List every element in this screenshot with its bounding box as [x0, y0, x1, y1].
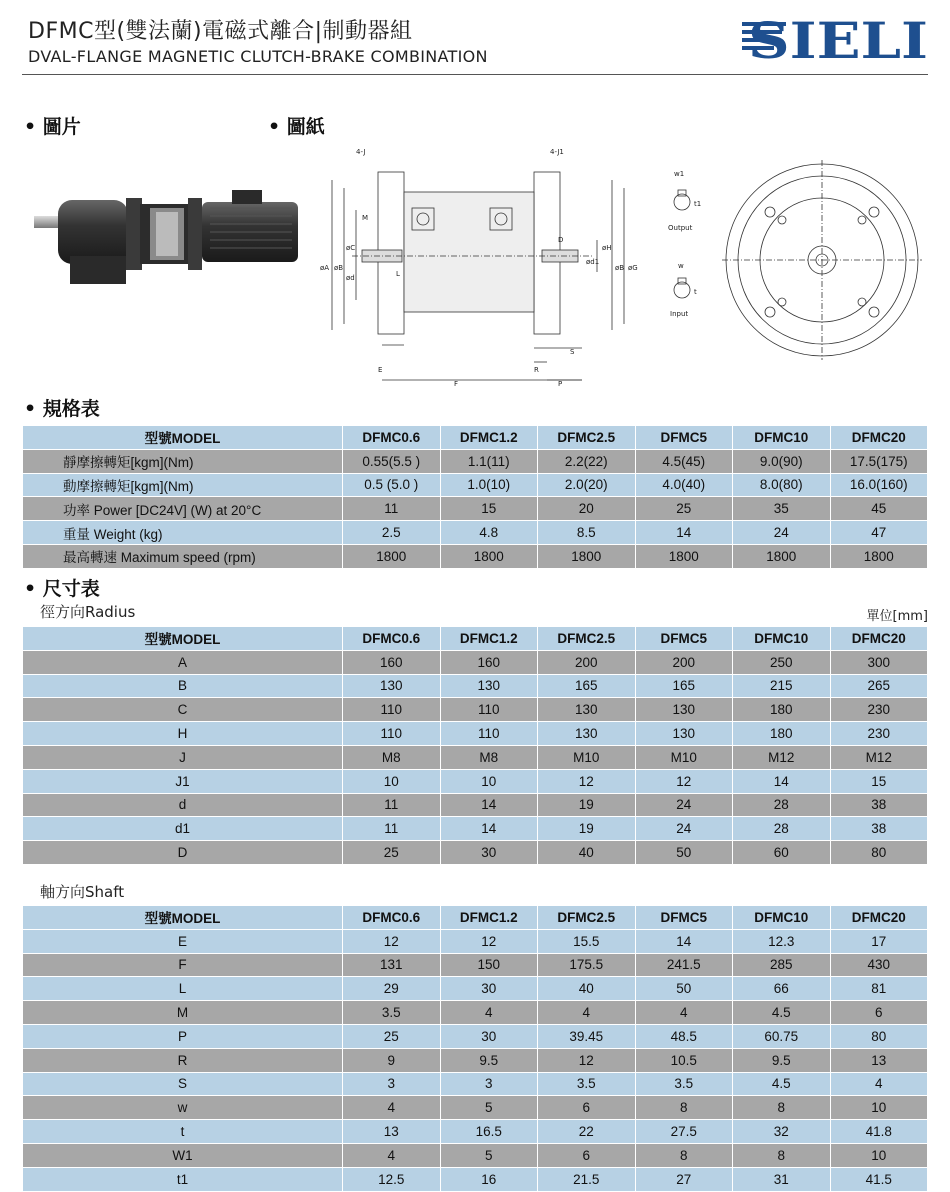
table-cell: M10 — [635, 745, 733, 769]
table-cell: 16.5 — [440, 1120, 538, 1144]
table-cell: 2.2(22) — [538, 449, 636, 473]
column-header: DFMC2.5 — [538, 426, 636, 450]
table-cell: 0.5 (5.0 ) — [343, 473, 441, 497]
table-header — [23, 627, 928, 651]
table-cell: 300 — [830, 650, 928, 674]
table-cell: 50 — [635, 841, 733, 865]
table-cell: 12 — [343, 929, 441, 953]
table-row — [23, 650, 928, 674]
column-header: DFMC10 — [733, 426, 831, 450]
table-cell: 9.0(90) — [733, 449, 831, 473]
table-row — [23, 841, 928, 865]
row-label: 重量 Weight (kg) — [23, 521, 343, 545]
table-cell: 50 — [635, 977, 733, 1001]
table-cell: 2.0(20) — [538, 473, 636, 497]
row-label: B — [23, 674, 343, 698]
table-cell: 15 — [830, 769, 928, 793]
table-cell: 6 — [538, 1143, 636, 1167]
table-cell: 5 — [440, 1096, 538, 1120]
table-cell: 110 — [440, 698, 538, 722]
label-w: w — [678, 262, 684, 270]
table-cell: 110 — [343, 698, 441, 722]
column-header: DFMC20 — [830, 627, 928, 651]
table-cell: 200 — [635, 650, 733, 674]
table-cell: 5 — [440, 1143, 538, 1167]
radius-subtitle: 徑方向Radius — [40, 603, 136, 621]
row-label: E — [23, 929, 343, 953]
table-cell: 9.5 — [733, 1048, 831, 1072]
table-cell: 265 — [830, 674, 928, 698]
table-cell: 1.0(10) — [440, 473, 538, 497]
table-cell: 160 — [440, 650, 538, 674]
table-row — [23, 1001, 928, 1025]
section-drawing-title: • 圖紙 — [268, 116, 325, 138]
table-cell: 12.3 — [733, 929, 831, 953]
table-cell: 30 — [440, 977, 538, 1001]
table-cell: 2.5 — [343, 521, 441, 545]
column-header: DFMC2.5 — [538, 627, 636, 651]
table-cell: 47 — [830, 521, 928, 545]
table-cell: 230 — [830, 698, 928, 722]
column-header: 型號MODEL — [23, 906, 343, 930]
table-row — [23, 449, 928, 473]
column-header: DFMC0.6 — [343, 906, 441, 930]
table-cell: 4.5 — [733, 1072, 831, 1096]
row-label: d1 — [23, 817, 343, 841]
table-cell: 250 — [733, 650, 831, 674]
row-label: 功率 Power [DC24V] (W) at 20°C — [23, 497, 343, 521]
table-cell: 12 — [440, 929, 538, 953]
table-cell: 1800 — [733, 544, 831, 568]
table-row — [23, 521, 928, 545]
row-label: L — [23, 977, 343, 1001]
label-m: M — [362, 214, 369, 222]
logo-text: SIELI — [748, 11, 928, 66]
table-cell: 241.5 — [635, 953, 733, 977]
table-cell: 8 — [635, 1096, 733, 1120]
table-cell: 14 — [440, 793, 538, 817]
table-cell: 12.5 — [343, 1167, 441, 1191]
table-cell: 28 — [733, 793, 831, 817]
title-english: DVAL-FLANGE MAGNETIC CLUTCH-BRAKE COMBINATION — [28, 47, 488, 66]
table-cell: 28 — [733, 817, 831, 841]
table-cell: 1800 — [635, 544, 733, 568]
table-cell: 41.8 — [830, 1120, 928, 1144]
table-cell: 130 — [635, 722, 733, 746]
column-header: DFMC1.2 — [440, 906, 538, 930]
table-cell: 3 — [440, 1072, 538, 1096]
table-cell: 11 — [343, 817, 441, 841]
table-cell: 14 — [635, 929, 733, 953]
table-cell: 22 — [538, 1120, 636, 1144]
table-cell: 17.5(175) — [830, 449, 928, 473]
column-header: DFMC20 — [830, 906, 928, 930]
table-cell: 430 — [830, 953, 928, 977]
column-header: 型號MODEL — [23, 426, 343, 450]
table-cell: 10 — [343, 769, 441, 793]
table-cell: 60.75 — [733, 1024, 831, 1048]
table-row — [23, 497, 928, 521]
row-label: A — [23, 650, 343, 674]
table-cell: 10 — [440, 769, 538, 793]
table-cell: M12 — [830, 745, 928, 769]
label-l: L — [396, 270, 400, 278]
table-row — [23, 953, 928, 977]
table-cell: 3.5 — [538, 1072, 636, 1096]
label-e: E — [378, 366, 383, 374]
label-t1: t1 — [694, 200, 702, 208]
table-cell: 4.5(45) — [635, 449, 733, 473]
table-row — [23, 722, 928, 746]
column-header: DFMC5 — [635, 627, 733, 651]
label-w1: w1 — [674, 170, 685, 178]
row-label: J1 — [23, 769, 343, 793]
table-cell: 165 — [635, 674, 733, 698]
table-row — [23, 977, 928, 1001]
column-header: DFMC10 — [733, 627, 831, 651]
table-cell: 16.0(160) — [830, 473, 928, 497]
table-cell: 4 — [440, 1001, 538, 1025]
section-photo-title: • 圖片 — [24, 116, 81, 138]
title-chinese: DFMC型(雙法蘭)電磁式離合|制動器組 — [28, 19, 413, 44]
table-cell: 24 — [635, 793, 733, 817]
table-row — [23, 1120, 928, 1144]
table-cell: 4.5 — [733, 1001, 831, 1025]
unit-label: 單位[mm] — [866, 609, 928, 624]
table-cell: 9.5 — [440, 1048, 538, 1072]
table-cell: 45 — [830, 497, 928, 521]
row-label: w — [23, 1096, 343, 1120]
table-cell: 6 — [538, 1096, 636, 1120]
column-header: DFMC2.5 — [538, 906, 636, 930]
row-label: d — [23, 793, 343, 817]
table-cell: 4.0(40) — [635, 473, 733, 497]
table-row — [23, 817, 928, 841]
table-cell: 81 — [830, 977, 928, 1001]
table-cell: 130 — [343, 674, 441, 698]
table-cell: 14 — [733, 769, 831, 793]
table-cell: 130 — [635, 698, 733, 722]
table-cell: 66 — [733, 977, 831, 1001]
header-divider — [22, 74, 928, 75]
table-cell: 285 — [733, 953, 831, 977]
table-cell: 10 — [830, 1143, 928, 1167]
table-header — [23, 426, 928, 450]
table-cell: 12 — [538, 1048, 636, 1072]
table-row — [23, 769, 928, 793]
table-cell: 48.5 — [635, 1024, 733, 1048]
table-cell: 15.5 — [538, 929, 636, 953]
table-cell: 130 — [440, 674, 538, 698]
label-4-j: 4-J — [356, 148, 366, 156]
table-cell: 12 — [635, 769, 733, 793]
table-cell: 110 — [343, 722, 441, 746]
table-cell: 19 — [538, 817, 636, 841]
table-cell: 1800 — [830, 544, 928, 568]
column-header: DFMC10 — [733, 906, 831, 930]
row-label: D — [23, 841, 343, 865]
table-row — [23, 1167, 928, 1191]
table-cell: 25 — [635, 497, 733, 521]
table-cell: 1800 — [343, 544, 441, 568]
label-oa: øA — [320, 264, 330, 272]
table-cell: 180 — [733, 722, 831, 746]
label-oh: øH — [602, 244, 612, 252]
table-cell: 40 — [538, 841, 636, 865]
table-cell: 27.5 — [635, 1120, 733, 1144]
table-cell: 4 — [830, 1072, 928, 1096]
table-cell: 13 — [830, 1048, 928, 1072]
table-cell: 8.0(80) — [733, 473, 831, 497]
table-cell: 24 — [733, 521, 831, 545]
table-cell: 80 — [830, 1024, 928, 1048]
page-header — [28, 14, 488, 66]
row-label: S — [23, 1072, 343, 1096]
table-cell: 12 — [538, 769, 636, 793]
table-cell: M8 — [440, 745, 538, 769]
table-cell: 1800 — [538, 544, 636, 568]
table-cell: 29 — [343, 977, 441, 1001]
table-cell: 19 — [538, 793, 636, 817]
label-ob: øB — [334, 264, 344, 272]
table-row — [23, 1072, 928, 1096]
table-cell: 4 — [635, 1001, 733, 1025]
table-cell: 39.45 — [538, 1024, 636, 1048]
column-header: DFMC20 — [830, 426, 928, 450]
row-label: R — [23, 1048, 343, 1072]
table-cell: 4 — [538, 1001, 636, 1025]
shaft-subtitle: 軸方向Shaft — [40, 883, 125, 901]
radius-table — [22, 626, 928, 865]
table-cell: M12 — [733, 745, 831, 769]
table-row — [23, 674, 928, 698]
row-label: 動摩擦轉矩[kgm](Nm) — [23, 473, 343, 497]
table-cell: 30 — [440, 1024, 538, 1048]
table-cell: 20 — [538, 497, 636, 521]
table-header — [23, 906, 928, 930]
row-label: t1 — [23, 1167, 343, 1191]
table-cell: 4.8 — [440, 521, 538, 545]
table-cell: 10 — [830, 1096, 928, 1120]
table-cell: 27 — [635, 1167, 733, 1191]
table-cell: 3.5 — [343, 1001, 441, 1025]
table-cell: 31 — [733, 1167, 831, 1191]
label-t: t — [694, 288, 697, 296]
column-header: DFMC0.6 — [343, 627, 441, 651]
table-row — [23, 544, 928, 568]
row-label: t — [23, 1120, 343, 1144]
label-d: D — [558, 236, 564, 244]
row-label: P — [23, 1024, 343, 1048]
table-cell: 11 — [343, 497, 441, 521]
table-cell: 175.5 — [538, 953, 636, 977]
table-cell: 60 — [733, 841, 831, 865]
table-cell: 38 — [830, 793, 928, 817]
table-cell: 110 — [440, 722, 538, 746]
table-cell: 8.5 — [538, 521, 636, 545]
section-spec-title: • 規格表 — [24, 398, 100, 420]
table-cell: M8 — [343, 745, 441, 769]
table-cell: 8 — [635, 1143, 733, 1167]
table-cell: 38 — [830, 817, 928, 841]
column-header: DFMC0.6 — [343, 426, 441, 450]
label-s: S — [570, 348, 575, 356]
table-cell: M10 — [538, 745, 636, 769]
table-cell: 11 — [343, 793, 441, 817]
table-cell: 1800 — [440, 544, 538, 568]
label-ob2: øB — [615, 264, 625, 272]
label-f: F — [454, 380, 459, 388]
table-cell: 4 — [343, 1143, 441, 1167]
column-header: 型號MODEL — [23, 627, 343, 651]
row-label: 靜摩擦轉矩[kgm](Nm) — [23, 449, 343, 473]
table-cell: 14 — [635, 521, 733, 545]
label-od: ød — [346, 274, 355, 282]
table-cell: 8 — [733, 1096, 831, 1120]
table-row — [23, 1048, 928, 1072]
table-cell: 30 — [440, 841, 538, 865]
table-cell: 6 — [830, 1001, 928, 1025]
table-row — [23, 745, 928, 769]
table-cell: 16 — [440, 1167, 538, 1191]
sieli-logo — [740, 10, 930, 66]
table-row — [23, 793, 928, 817]
shaft-table — [22, 905, 928, 1192]
table-cell: 160 — [343, 650, 441, 674]
table-cell: 0.55(5.5 ) — [343, 449, 441, 473]
label-4-j1: 4-J1 — [550, 148, 564, 156]
table-cell: 215 — [733, 674, 831, 698]
table-cell: 200 — [538, 650, 636, 674]
row-label: 最高轉速 Maximum speed (rpm) — [23, 544, 343, 568]
table-cell: 41.5 — [830, 1167, 928, 1191]
column-header: DFMC1.2 — [440, 627, 538, 651]
table-cell: 40 — [538, 977, 636, 1001]
table-row — [23, 473, 928, 497]
label-og: øG — [628, 264, 638, 272]
table-cell: 3.5 — [635, 1072, 733, 1096]
column-header: DFMC5 — [635, 426, 733, 450]
table-cell: 21.5 — [538, 1167, 636, 1191]
table-cell: 25 — [343, 1024, 441, 1048]
table-cell: 165 — [538, 674, 636, 698]
section-dims-title: • 尺寸表 — [24, 578, 100, 600]
dimension-drawing — [312, 140, 934, 400]
table-cell: 3 — [343, 1072, 441, 1096]
label-output: Output — [668, 224, 693, 232]
label-oc: øC — [346, 244, 356, 252]
column-header: DFMC5 — [635, 906, 733, 930]
gearmotor-photo — [30, 178, 305, 293]
row-label: M — [23, 1001, 343, 1025]
table-cell: 130 — [538, 722, 636, 746]
table-row — [23, 929, 928, 953]
table-cell: 131 — [343, 953, 441, 977]
label-od1: ød1 — [586, 258, 600, 266]
row-label: C — [23, 698, 343, 722]
table-cell: 9 — [343, 1048, 441, 1072]
table-cell: 35 — [733, 497, 831, 521]
table-cell: 4 — [343, 1096, 441, 1120]
row-label: F — [23, 953, 343, 977]
table-row — [23, 1024, 928, 1048]
label-input: Input — [670, 310, 689, 318]
table-cell: 1.1(11) — [440, 449, 538, 473]
table-cell: 10.5 — [635, 1048, 733, 1072]
label-r: R — [534, 366, 539, 374]
table-cell: 17 — [830, 929, 928, 953]
table-cell: 25 — [343, 841, 441, 865]
table-cell: 80 — [830, 841, 928, 865]
label-p: P — [558, 380, 563, 388]
spec-table — [22, 425, 928, 569]
table-row — [23, 1143, 928, 1167]
row-label: J — [23, 745, 343, 769]
table-cell: 150 — [440, 953, 538, 977]
row-label: W1 — [23, 1143, 343, 1167]
table-cell: 130 — [538, 698, 636, 722]
table-cell: 180 — [733, 698, 831, 722]
table-cell: 15 — [440, 497, 538, 521]
table-cell: 230 — [830, 722, 928, 746]
table-cell: 24 — [635, 817, 733, 841]
column-header: DFMC1.2 — [440, 426, 538, 450]
table-cell: 13 — [343, 1120, 441, 1144]
table-cell: 32 — [733, 1120, 831, 1144]
row-label: H — [23, 722, 343, 746]
table-cell: 8 — [733, 1143, 831, 1167]
table-row — [23, 1096, 928, 1120]
table-cell: 14 — [440, 817, 538, 841]
table-row — [23, 698, 928, 722]
